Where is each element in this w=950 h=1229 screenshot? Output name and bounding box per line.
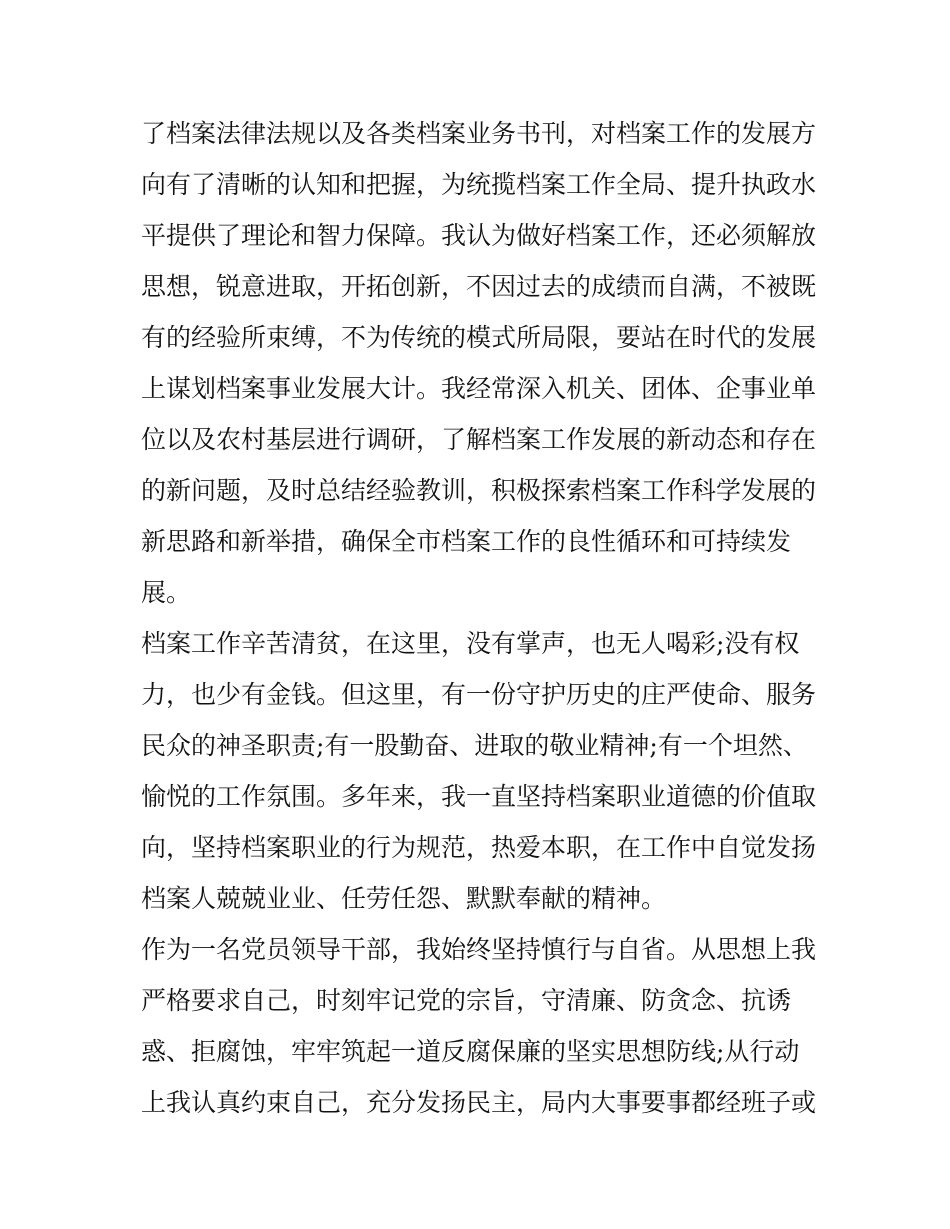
text-line: 新思路和新举措，确保全市档案工作的良性循环和可持续发 <box>141 527 792 556</box>
text-line: 上谋划档案事业发展大计。我经常深入机关、团体、企事业单 <box>141 374 817 403</box>
text-line: 展。 <box>141 578 192 607</box>
paragraph-3 <box>141 924 821 1128</box>
text-line: 向有了清晰的认知和把握，为统揽档案工作全局、提升执政水 <box>141 170 817 199</box>
text-line: 上我认真约束自己，充分发扬民主，局内大事要事都经班子或 <box>141 1088 817 1117</box>
text-line: 思想，锐意进取，开拓创新，不因过去的成绩而自满，不被既 <box>141 272 817 301</box>
text-line: 位以及农村基层进行调研，了解档案工作发展的新动态和存在 <box>141 425 817 454</box>
paragraph-1 <box>141 108 821 618</box>
text-line: 力，也少有金钱。但这里，有一份守护历史的庄严使命、服务 <box>141 680 817 709</box>
document-body <box>141 108 821 1128</box>
paragraph-2 <box>141 618 821 924</box>
text-line: 严格要求自己，时刻牢记党的宗旨，守清廉、防贪念、抗诱 <box>141 986 792 1015</box>
text-line: 了档案法律法规以及各类档案业务书刊，对档案工作的发展方 <box>141 119 817 148</box>
text-line: 愉悦的工作氛围。多年来，我一直坚持档案职业道德的价值取 <box>141 782 817 811</box>
text-line: 有的经验所束缚，不为传统的模式所局限，要站在时代的发展 <box>141 323 817 352</box>
text-line: 作为一名党员领导干部，我始终坚持慎行与自省。从思想上我 <box>141 935 817 964</box>
text-line: 的新问题，及时总结经验教训，积极探索档案工作科学发展的 <box>141 476 817 505</box>
text-line: 档案人兢兢业业、任劳任怨、默默奉献的精神。 <box>141 884 667 913</box>
text-line: 档案工作辛苦清贫，在这里，没有掌声，也无人喝彩;没有权 <box>141 629 800 658</box>
text-line: 惑、拒腐蚀，牢牢筑起一道反腐保廉的坚实思想防线;从行动 <box>141 1037 800 1066</box>
text-line: 平提供了理论和智力保障。我认为做好档案工作，还必须解放 <box>141 221 817 250</box>
text-line: 向，坚持档案职业的行为规范，热爱本职，在工作中自觉发扬 <box>141 833 817 862</box>
text-line: 民众的神圣职责;有一股勤奋、进取的敬业精神;有一个坦然、 <box>141 731 808 760</box>
